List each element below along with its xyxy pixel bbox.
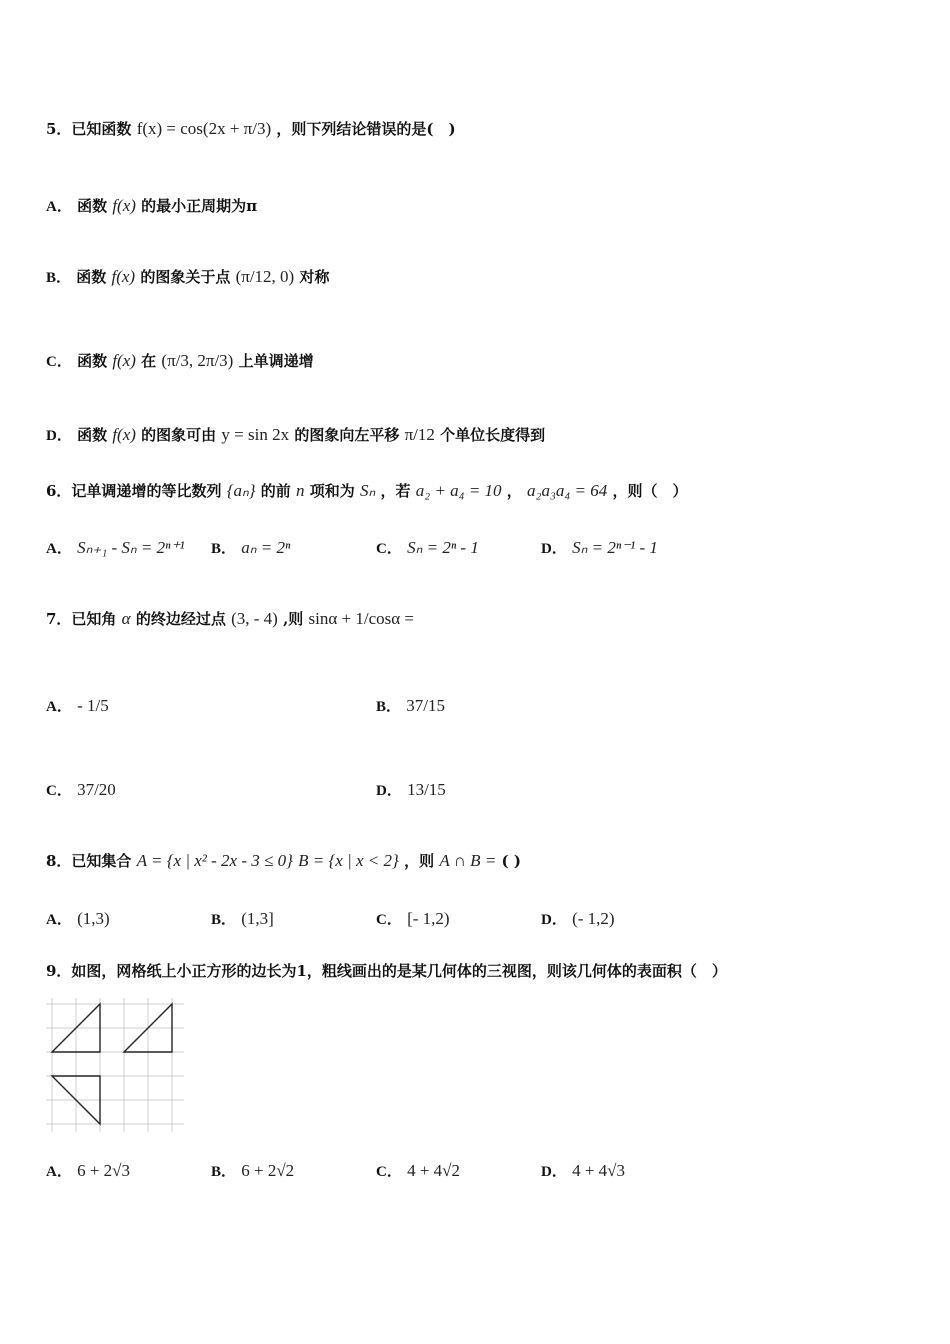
option-text: 函数 [77,352,108,370]
option-math: Sₙ = 2ⁿ - 1 [407,538,479,557]
three-view-grid-figure [46,998,186,1134]
q8-set-a: A = {x | x² - 2x - 3 ≤ 0} [136,851,293,870]
q8-text: 8．已知集合 [46,852,132,870]
option-text: 在 [141,352,157,370]
option-math: 6 + 2√2 [241,1161,295,1180]
q6-option-a[interactable] [46,537,185,558]
option-math: Sₙ₊₁ - Sₙ = 2ⁿ⁺¹ [77,538,185,557]
option-interval: (π/3, 2π/3) [161,351,234,370]
q5-option-b[interactable] [46,266,329,287]
option-text: 的图象关于点 [140,268,231,286]
q6-cond1: a₂ + a₄ = 10 [415,481,502,500]
option-point: (π/12, 0) [235,267,295,286]
option-text: 的图象可由 [141,426,217,444]
option-func: y = sin 2x [221,425,290,444]
option-letter: C． [376,1164,402,1180]
q5-func: f(x) = cos(2x + π/3) [136,119,272,138]
q8-stem [46,850,521,871]
option-letter: A． [46,541,72,557]
option-text: 函数 [77,426,108,444]
option-letter: A． [46,199,72,215]
option-text: 的图象向左平移 [294,426,400,444]
q7-alpha: α [121,609,131,628]
q6-seq: {aₙ} [226,481,256,500]
option-math: (1,3] [241,909,274,928]
option-letter: C． [46,783,72,799]
option-letter: D． [541,541,567,557]
q5-option-d[interactable] [46,424,545,445]
q7-option-c[interactable] [46,779,116,800]
option-text: 函数 [77,197,108,215]
q6-text: ， [506,482,522,500]
q7-stem [46,608,414,629]
q6-cond2: a₂a₃a₄ = 64 [527,481,608,500]
q9-option-b[interactable] [211,1160,294,1181]
option-math: f(x) [112,196,136,215]
option-letter: B． [376,699,402,715]
option-letter: B． [211,541,237,557]
q6-text: 6．记单调递增的等比数列 [46,482,222,500]
option-letter: D． [46,428,72,444]
q7-option-d[interactable] [376,779,446,800]
option-math: f(x) [111,267,136,286]
q5-label: 5．已知函数 [46,120,132,138]
option-math: (- 1,2) [572,909,615,928]
q7-text: 7．已知角 [46,610,117,628]
option-text: 对称 [299,268,330,286]
option-math: f(x) [112,351,136,370]
option-text: 上单调递增 [238,352,314,370]
option-math: f(x) [112,425,136,444]
q8-text: ，则 [404,852,435,870]
q5-tail: ，则下列结论错误的是( ) [276,120,456,138]
q6-sn: Sₙ [360,481,376,500]
q7-option-a[interactable] [46,695,109,716]
q7-point: (3, - 4) [231,609,278,628]
q7-text: ,则 [283,610,304,628]
option-math: - 1/5 [77,696,109,715]
q9-option-d[interactable] [541,1160,625,1181]
q6-stem [46,480,688,501]
option-math: (1,3) [77,909,110,928]
q8-option-b[interactable] [211,908,274,929]
q5-stem [46,118,456,139]
option-letter: C． [376,912,402,928]
option-letter: A． [46,699,72,715]
option-math: 4 + 4√3 [572,1161,625,1180]
grid-lines [46,998,184,1132]
q9-option-c[interactable] [376,1160,460,1181]
option-math: 4 + 4√2 [407,1161,460,1180]
q9-stem [46,960,727,981]
option-letter: A． [46,1164,72,1180]
q8-option-d[interactable] [541,908,615,929]
q6-n: n [296,481,305,500]
q7-option-b[interactable] [376,695,445,716]
option-text: 函数 [76,268,107,286]
option-letter: B． [211,1164,237,1180]
q6-option-c[interactable] [376,537,479,558]
option-shift: π/12 [404,425,435,444]
option-letter: B． [46,270,72,286]
option-math: 37/15 [406,696,445,715]
option-math: 6 + 2√3 [77,1161,130,1180]
option-math: 13/15 [407,780,446,799]
option-letter: D． [376,783,402,799]
q9-option-a[interactable] [46,1160,130,1181]
option-math: aₙ = 2ⁿ [241,538,291,557]
option-text: 个单位长度得到 [440,426,546,444]
q7-text: 的终边经过点 [135,610,226,628]
q6-option-d[interactable] [541,537,658,558]
option-letter: B． [211,912,237,928]
option-math: [- 1,2) [407,909,450,928]
option-letter: C． [376,541,402,557]
q5-option-a[interactable] [46,195,257,216]
q8-option-c[interactable] [376,908,450,929]
q6-text: ，若 [380,482,411,500]
q8-set-b: B = {x | x < 2} [298,851,399,870]
option-text: 的最小正周期为π [141,197,258,215]
q7-expr: sinα + 1/cosα = [308,609,414,628]
option-letter: C． [46,354,72,370]
q6-option-b[interactable] [211,537,290,558]
option-letter: A． [46,912,72,928]
q8-option-a[interactable] [46,908,110,929]
q8-text: ( ) [501,852,521,870]
option-letter: D． [541,912,567,928]
q6-text: 的前 [260,482,291,500]
option-letter: D． [541,1164,567,1180]
q6-text: 项和为 [309,482,355,500]
q9-text: 9．如图，网格纸上小正方形的边长为1，粗线画出的是某几何体的三视图，则该几何体的表面积（ ） [46,962,727,980]
q5-option-c[interactable] [46,350,314,371]
option-math: Sₙ = 2ⁿ⁻¹ - 1 [572,538,658,557]
q8-expr: A ∩ B = [439,851,497,870]
q6-text: ，则（ ） [612,482,688,500]
option-math: 37/20 [77,780,116,799]
